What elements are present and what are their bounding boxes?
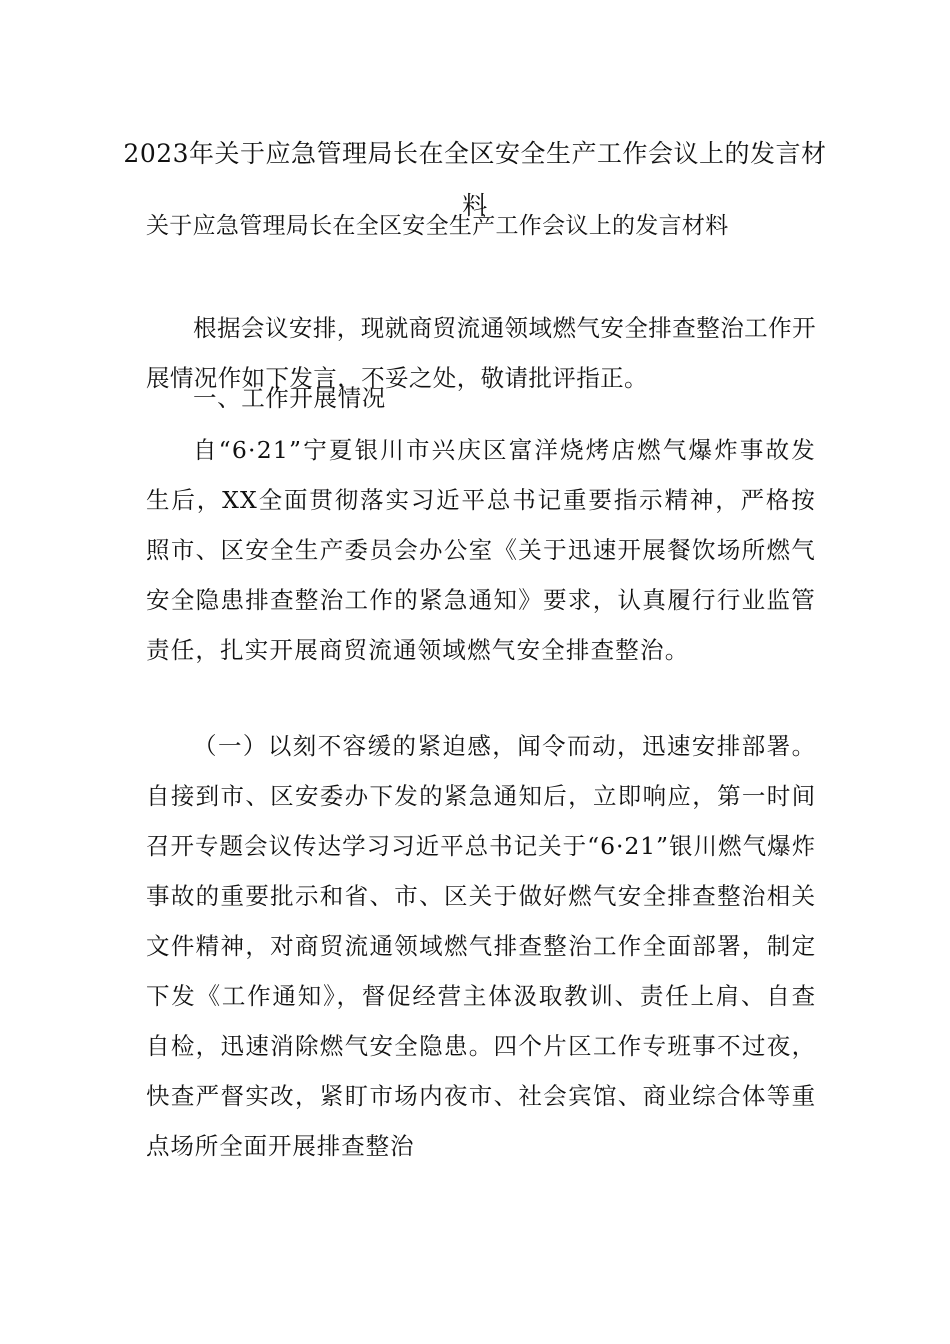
paragraph-intro: 根据会议安排，现就商贸流通领域燃气安全排查整治工作开展情况作如下发言，不妥之处，敬请批评指正。 xyxy=(146,314,816,392)
document-subtitle: 关于应急管理局长在全区安全生产工作会议上的发言材料 xyxy=(146,213,729,239)
section-heading: 一、工作开展情况 xyxy=(193,384,386,412)
paragraph-deployment: （一）以刻不容缓的紧迫感，闻令而动，迅速安排部署。自接到市、区安委办下发的紧急通知后，立即响应，第一时间召开专题会议传达学习习近平总书记关于“6·21”银川燃气爆炸事故的重要批示和省、市、区关于做好燃气安全排查整治相关文件精神，对商贸流通领域燃气排查整治工作全面部署，制定下发《工作通知》，督促经营主体汲取教训、责任上肩、自查自检，迅速消除燃气安全隐患。四个片区工作专班事不过夜，快查严督实改，紧盯市场内夜市、社会宾馆、商业综合体等重点场所全面开展排查整治 xyxy=(146,732,816,1160)
document-title: 2023年关于应急管理局长在全区安全生产工作会议上的发言材料 xyxy=(123,139,827,220)
paragraph-background: 自“6·21”宁夏银川市兴庆区富洋烧烤店燃气爆炸事故发生后，XX全面贯彻落实习近平总书记重要指示精神，严格按照市、区安全生产委员会办公室《关于迅速开展餐饮场所燃气安全隐患排查整治工作的紧急通知》要求，认真履行行业监管责任，扎实开展商贸流通领域燃气安全排查整治。 xyxy=(146,436,816,664)
